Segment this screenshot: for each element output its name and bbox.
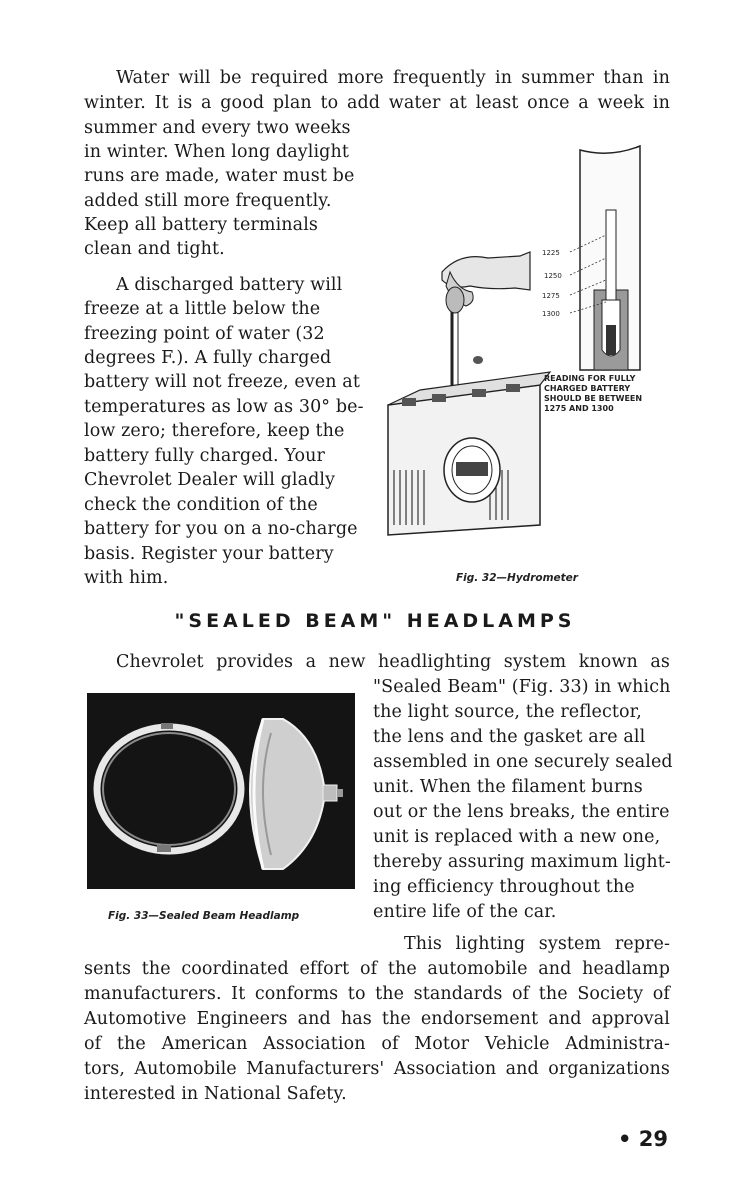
text-line: degrees F.). A fully charged (84, 348, 332, 368)
text-line: freeze at a little below the (84, 299, 321, 319)
text-line: unit is replaced with a new one, (373, 827, 661, 847)
text-line: entire life of the car. (373, 902, 557, 922)
text-line: A discharged battery will (116, 275, 343, 295)
figure-33-caption: Fig. 33—Sealed Beam Headlamp (108, 910, 300, 922)
page-number: • 29 (618, 1127, 668, 1151)
text-line: manufacturers. It conforms to the standards of the Society of (84, 984, 670, 1004)
text-line: interested in National Safety. (84, 1084, 347, 1104)
text-line: with him. (84, 568, 169, 588)
text-line: summer and every two weeks (84, 118, 351, 138)
reading-note-line: 1275 AND 1300 (544, 404, 614, 413)
text-line: assembled in one securely sealed (373, 752, 673, 772)
scale-label: 1300 (542, 310, 560, 318)
text-line: runs are made, water must be (84, 166, 355, 186)
figure-32-caption: Fig. 32—Hydrometer (456, 572, 578, 584)
text-line: Chevrolet Dealer will gladly (84, 470, 336, 490)
text-line: tors, Automobile Manufacturers' Association and organizations (84, 1059, 670, 1079)
text-line: check the condition of the (84, 495, 318, 515)
text-line: out or the lens breaks, the entire (373, 802, 670, 822)
text-line: battery fully charged. Your (84, 446, 325, 466)
text-line: thereby assuring maximum light- (373, 852, 671, 872)
text-line: added still more frequently. (84, 191, 332, 211)
scale-label: 1250 (544, 272, 562, 280)
text-line: This lighting system repre- (404, 934, 670, 954)
reading-note-line: SHOULD BE BETWEEN (544, 394, 643, 403)
text-line: the light source, the reflector, (373, 702, 642, 722)
text-line: ing efficiency throughout the (373, 877, 635, 897)
section-heading: "SEALED BEAM" HEADLAMPS (174, 610, 576, 632)
scale-label: 1275 (542, 292, 560, 300)
text-line: Automotive Engineers and has the endorsement and approval (84, 1009, 670, 1029)
text-line: basis. Register your battery (84, 544, 334, 564)
sealed-beam-headlamp-photo (87, 693, 355, 889)
text-line: temperatures as low as 30° be- (84, 397, 364, 417)
text-line: sents the coordinated effort of the automobile and headlamp (84, 959, 670, 979)
reading-note-line: CHARGED BATTERY (544, 384, 631, 393)
text-line: unit. When the filament burns (373, 777, 643, 797)
text-line: winter. It is a good plan to add water at least once a week in (84, 93, 670, 113)
text-line: Chevrolet provides a new headlighting system known as (116, 652, 670, 672)
text-line: freezing point of water (32 (84, 324, 325, 344)
text-line: the lens and the gasket are all (373, 727, 646, 747)
text-line: Water will be required more frequently in summer than in (116, 68, 670, 88)
text-line: battery for you on a no-charge (84, 519, 358, 539)
text-line: in winter. When long daylight (84, 142, 349, 162)
reading-note-line: READING FOR FULLY (544, 374, 636, 383)
text-line: Keep all battery terminals (84, 215, 318, 235)
hydrometer-illustration (380, 140, 680, 560)
text-line: clean and tight. (84, 239, 225, 259)
text-line: of the American Association of Motor Vehicle Administra- (84, 1034, 670, 1054)
text-line: battery will not freeze, even at (84, 372, 360, 392)
scale-label: 1225 (542, 249, 560, 257)
text-line: "Sealed Beam" (Fig. 33) in which (373, 677, 671, 697)
text-line: low zero; therefore, keep the (84, 421, 345, 441)
